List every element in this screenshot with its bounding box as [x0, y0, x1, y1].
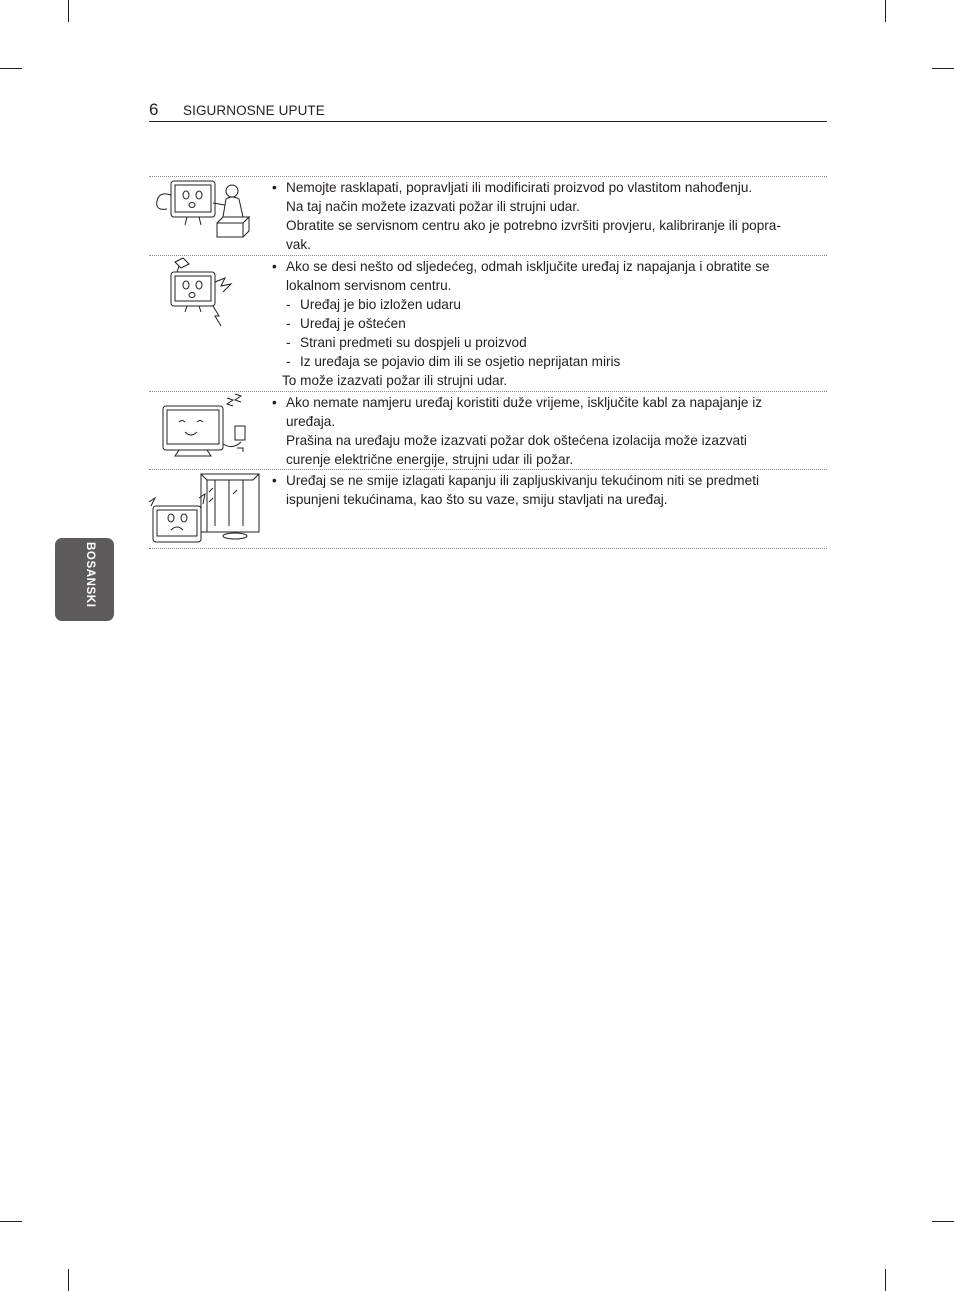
safety-note-row	[149, 469, 827, 549]
note-list-item: Uređaj je oštećen	[300, 316, 406, 331]
crop-mark	[68, 1269, 69, 1291]
note-text: To može izazvati požar ili strujni udar.	[282, 373, 508, 388]
note-text: Na taj način možete izazvati požar ili strujni udar.	[286, 199, 580, 214]
safety-note-row	[149, 391, 827, 469]
bullet-icon: •	[272, 259, 277, 274]
crop-mark	[0, 1221, 22, 1222]
tv-water-illustration	[149, 470, 261, 551]
note-text: Nemojte rasklapati, popravljati ili modificirati proizvod po vlastitom nahođenju.	[286, 180, 753, 195]
note-text: ispunjeni tekućinama, kao što su vaze, smiju stavljati na uređaj.	[286, 492, 668, 507]
bullet-icon: •	[272, 473, 277, 488]
crop-mark	[0, 68, 22, 69]
crop-mark	[885, 0, 886, 22]
crop-mark	[932, 1221, 954, 1222]
language-tab	[55, 538, 114, 621]
note-text: Ako se desi nešto od sljedećeg, odmah isključite uređaj iz napajanja i obratite se	[286, 259, 770, 274]
dash-icon: -	[286, 316, 291, 331]
header-rule	[149, 121, 827, 122]
crop-mark	[932, 68, 954, 69]
language-tab-label: BOSANSKI	[84, 542, 96, 608]
dash-icon: -	[286, 297, 291, 312]
note-text: curenje električne energije, strujni udar ili požar.	[286, 452, 574, 467]
safety-note-row	[149, 176, 827, 255]
crop-mark	[68, 0, 69, 22]
note-list-item: Strani predmeti su dospjeli u proizvod	[300, 335, 527, 350]
note-text: uređaja.	[286, 414, 336, 429]
tv-damaged-illustration	[149, 256, 261, 333]
note-text: Uređaj se ne smije izlagati kapanju ili zapljuskivanju tekućinom niti se predmeti	[286, 473, 759, 488]
tv-unplugged-illustration	[149, 392, 261, 469]
note-list-item: Iz uređaja se pojavio dim ili se osjetio neprijatan miris	[300, 354, 621, 369]
safety-note-row	[149, 255, 827, 391]
crop-mark	[885, 1269, 886, 1291]
dash-icon: -	[286, 354, 291, 369]
dash-icon: -	[286, 335, 291, 350]
section-title: SIGURNOSNE UPUTE	[183, 103, 325, 118]
note-text: Ako nemate namjeru uređaj koristiti duže vrijeme, isključite kabl za napajanje iz	[286, 395, 763, 410]
tv-disassembly-illustration	[149, 177, 261, 254]
bullet-icon: •	[272, 395, 277, 410]
note-text: Obratite se servisnom centru ako je potrebno izvršiti provjeru, kalibriranje ili popra-	[286, 218, 781, 233]
note-text: vak.	[286, 237, 311, 252]
note-text: Prašina na uređaju može izazvati požar dok oštećena izolacija može izazvati	[286, 433, 747, 448]
note-text: lokalnom servisnom centru.	[286, 278, 452, 293]
page-number: 6	[149, 100, 159, 119]
note-list-item: Uređaj je bio izložen udaru	[300, 297, 461, 312]
safety-notes-table	[149, 176, 827, 549]
bullet-icon: •	[272, 180, 277, 195]
